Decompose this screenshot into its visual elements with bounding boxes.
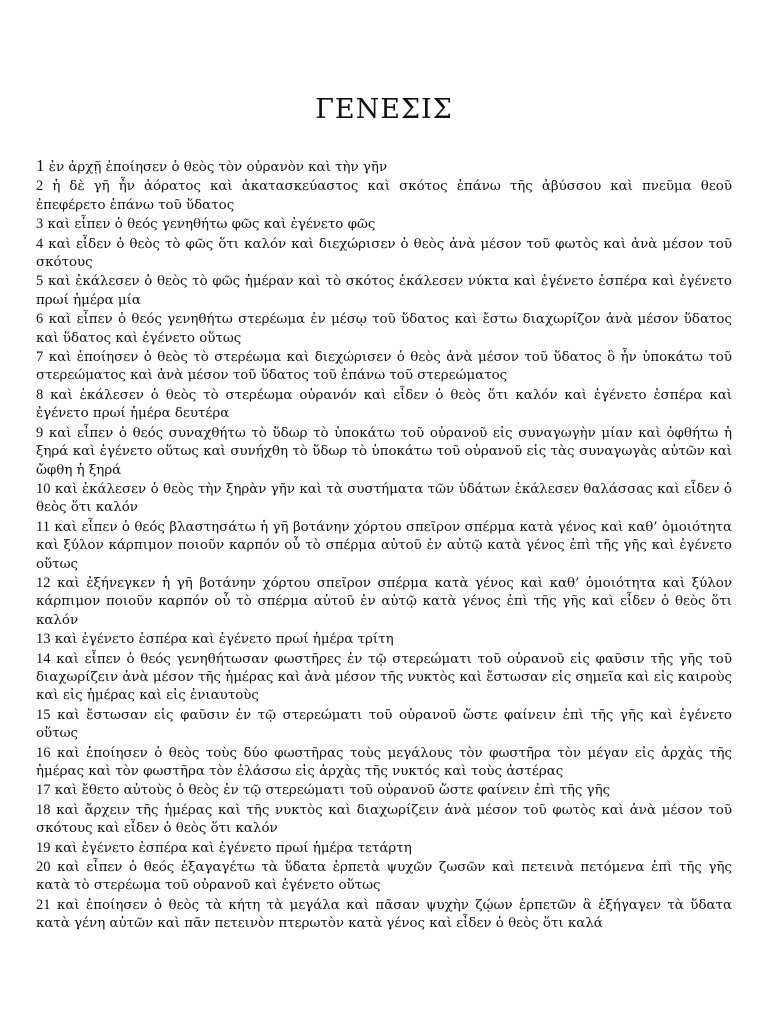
verse-text: καὶ ἔστωσαν εἰς φαῦσιν ἐν τῷ στερεώματι τοῦ οὐρανοῦ ὥστε φαίνειν ἐπὶ τῆς γῆς καὶ ἐγένετο οὕτως: [36, 707, 732, 742]
verse-number: 15: [36, 706, 51, 723]
verse-15: [36, 706, 732, 744]
verse-text: καὶ ἔθετο αὐτοὺς ὁ θεὸς ἐν τῷ στερεώματι τοῦ οὐρανοῦ ὥστε φαίνειν ἐπὶ τῆς γῆς: [54, 783, 611, 799]
verse-text: καὶ ἐκάλεσεν ὁ θεὸς τὸ φῶς ἡμέραν καὶ τὸ σκότος ἐκάλεσεν νύκτα καὶ ἐγένετο ἑσπέρα καὶ ἐγένετο πρωί ἡμέρα μία: [36, 274, 732, 308]
verse-12: [36, 574, 732, 630]
verse-number: 10: [36, 480, 51, 497]
verse-number: 8: [36, 386, 44, 403]
verse-8: [36, 386, 732, 424]
verse-10: [36, 480, 732, 518]
verse-text: καὶ ἐξήνεγκεν ἡ γῆ βοτάνην χόρτου σπεῖρον σπέρμα κατὰ γένος καὶ καθ’ ὁμοιότητα καὶ ξύλον κάρπιμον ποιοῦν καρπόν οὗ τὸ σπέρμα αὐτοῦ ἐν αὐτῷ κατὰ γένος ἐπὶ τῆς γῆς καὶ εἶδεν ὁ θεὸς ὅτι καλόν: [36, 575, 732, 628]
verse-number: 21: [36, 896, 51, 913]
verse-20: [36, 858, 732, 896]
verse-11: [36, 518, 732, 574]
verse-text: καὶ ἐποίησεν ὁ θεὸς τοὺς δύο φωστῆρας τοὺς μεγάλους τὸν φωστῆρα τὸν μέγαν εἰς ἀρχὰς τῆς ἡμέρας καὶ τὸν φωστῆρα τὸν ἐλάσσω εἰς ἀρχὰς τῆς νυκτός καὶ τοὺς ἀστέρας: [36, 745, 733, 779]
verse-text: καὶ εἶπεν ὁ θεός γενηθήτω φῶς καὶ ἐγένετο φῶς: [47, 217, 376, 233]
verse-17: [36, 781, 732, 800]
verse-1: [36, 157, 732, 177]
verse-7: [36, 348, 732, 386]
verse-13: [36, 630, 732, 649]
verse-text: καὶ ἄρχειν τῆς ἡμέρας καὶ τῆς νυκτὸς καὶ διαχωρίζειν ἀνὰ μέσον τοῦ φωτὸς καὶ ἀνὰ μέσον τοῦ σκότους καὶ εἶδεν ὁ θεὸς ὅτι καλόν: [36, 802, 732, 837]
verse-number: 17: [36, 782, 51, 799]
verse-text: καὶ εἶπεν ὁ θεός συναχθήτω τὸ ὕδωρ τὸ ὑποκάτω τοῦ οὐρανοῦ εἰς συναγωγὴν μίαν καὶ ὀφθήτω ἡ ξηρά καὶ ἐγένετο οὕτως καὶ συνήχθη τὸ ὕδωρ τὸ ὑποκάτω τοῦ οὐρανοῦ εἰς τὰς συναγωγὰς αὐτῶν καὶ ὤφθη ἡ ξηρά: [36, 425, 732, 478]
verse-text: καὶ ἐποίησεν ὁ θεὸς τὸ στερέωμα καὶ διεχώρισεν ὁ θεὸς ἀνὰ μέσον τοῦ ὕδατος ὃ ἦν ὑποκάτω τοῦ στερεώματος καὶ ἀνὰ μέσον τοῦ ὕδατος τοῦ ἐπάνω τοῦ στερεώματος: [36, 350, 732, 384]
verse-number: 4: [36, 235, 44, 252]
verse-text: καὶ ἐγένετο ἑσπέρα καὶ ἐγένετο πρωί ἡμέρα τετάρτη: [54, 840, 412, 856]
verse-text: ἡ δὲ γῆ ἦν ἀόρατος καὶ ἀκατασκεύαστος καὶ σκότος ἐπάνω τῆς ἀβύσσου καὶ πνεῦμα θεοῦ ἐπεφέρετο ἐπάνω τοῦ ὕδατος: [36, 179, 732, 213]
verse-number: 6: [36, 311, 44, 328]
verse-text: καὶ ἐγένετο ἑσπέρα καὶ ἐγένετο πρωί ἡμέρα τρίτη: [54, 632, 394, 648]
verse-3: [36, 215, 732, 234]
verse-number: 14: [36, 650, 51, 667]
verse-9: [36, 424, 732, 480]
verse-text: καὶ εἶπεν ὁ θεός γενηθήτωσαν φωστῆρες ἐν τῷ στερεώματι τοῦ οὐρανοῦ εἰς φαῦσιν τῆς γῆς τοῦ διαχωρίζειν ἀνὰ μέσον τῆς ἡμέρας καὶ ἀνὰ μέσον τῆς νυκτὸς καὶ ἔστωσαν εἰς σημεῖα καὶ εἰς καιροὺς καὶ εἰς ἡμέρας καὶ εἰς ἐνιαυτοὺς: [36, 651, 732, 704]
verse-5: [36, 272, 732, 310]
verse-number: 1: [36, 156, 45, 175]
verse-text: καὶ εἶδεν ὁ θεὸς τὸ φῶς ὅτι καλόν καὶ διεχώρισεν ὁ θεὸς ἀνὰ μέσον τοῦ φωτὸς καὶ ἀνὰ μέσον τοῦ σκότους: [36, 236, 732, 271]
verse-16: [36, 744, 732, 782]
verse-text: καὶ ἐποίησεν ὁ θεὸς τὰ κήτη τὰ μεγάλα καὶ πᾶσαν ψυχὴν ζῴων ἑρπετῶν ἃ ἐξήγαγεν τὰ ὕδατα κατὰ γένη αὐτῶν καὶ πᾶν πετεινὸν πτερωτὸν κατὰ γένος καὶ εἶδεν ὁ θεὸς ὅτι καλά: [36, 897, 732, 932]
verse-text: καὶ εἶπεν ὁ θεός βλαστησάτω ἡ γῆ βοτάνην χόρτου σπεῖρον σπέρμα κατὰ γένος καὶ καθ’ ὁμοιότητα καὶ ξύλον κάρπιμον ποιοῦν καρπόν οὗ τὸ σπέρμα αὐτοῦ ἐν αὐτῷ κατὰ γένος ἐπὶ τῆς γῆς καὶ ἐγένετο οὕτως: [36, 519, 732, 572]
verse-text: καὶ ἐκάλεσεν ὁ θεὸς τὸ στερέωμα οὐρανόν καὶ εἶδεν ὁ θεὸς ὅτι καλόν καὶ ἐγένετο ἑσπέρα καὶ ἐγένετο πρωί ἡμέρα δευτέρα: [36, 387, 732, 422]
verse-text: καὶ ἐκάλεσεν ὁ θεὸς τὴν ξηρὰν γῆν καὶ τὰ συστήματα τῶν ὑδάτων ἐκάλεσεν θαλάσσας καὶ εἶδεν ὁ θεὸς ὅτι καλόν: [36, 481, 732, 516]
verse-18: [36, 801, 732, 839]
verse-text: καὶ εἶπεν ὁ θεός ἐξαγαγέτω τὰ ὕδατα ἑρπετὰ ψυχῶν ζωσῶν καὶ πετεινὰ πετόμενα ἐπὶ τῆς γῆς κατὰ τὸ στερέωμα τοῦ οὐρανοῦ καὶ ἐγένετο οὕτως: [36, 860, 732, 894]
verse-number: 20: [36, 859, 51, 876]
verse-number: 9: [36, 424, 44, 441]
verse-number: 12: [36, 574, 51, 591]
verse-19: [36, 839, 732, 858]
verse-number: 5: [36, 273, 44, 290]
verse-number: 18: [36, 801, 51, 818]
page-title: ΓΕΝΕΣΙΣ: [315, 94, 453, 125]
verse-number: 3: [36, 216, 44, 233]
verse-list: [36, 157, 732, 934]
verse-number: 13: [36, 631, 51, 648]
verse-text: ἐν ἀρχῇ ἐποίησεν ὁ θεὸς τὸν οὐρανὸν καὶ τὴν γῆν: [48, 160, 388, 175]
verse-number: 2: [36, 178, 44, 195]
verse-2: [36, 177, 732, 215]
verse-text: καὶ εἶπεν ὁ θεός γενηθήτω στερέωμα ἐν μέσῳ τοῦ ὕδατος καὶ ἔστω διαχωρίζον ἀνὰ μέσον ὕδατος καὶ ὕδατος καὶ ἐγένετο οὕτως: [36, 312, 732, 346]
verse-number: 16: [36, 744, 51, 761]
verse-number: 19: [36, 839, 51, 856]
verse-number: 7: [36, 349, 44, 366]
verse-4: [36, 235, 732, 273]
verse-number: 11: [36, 518, 50, 535]
verse-14: [36, 650, 732, 706]
verse-6: [36, 310, 732, 348]
verse-21: [36, 896, 732, 934]
